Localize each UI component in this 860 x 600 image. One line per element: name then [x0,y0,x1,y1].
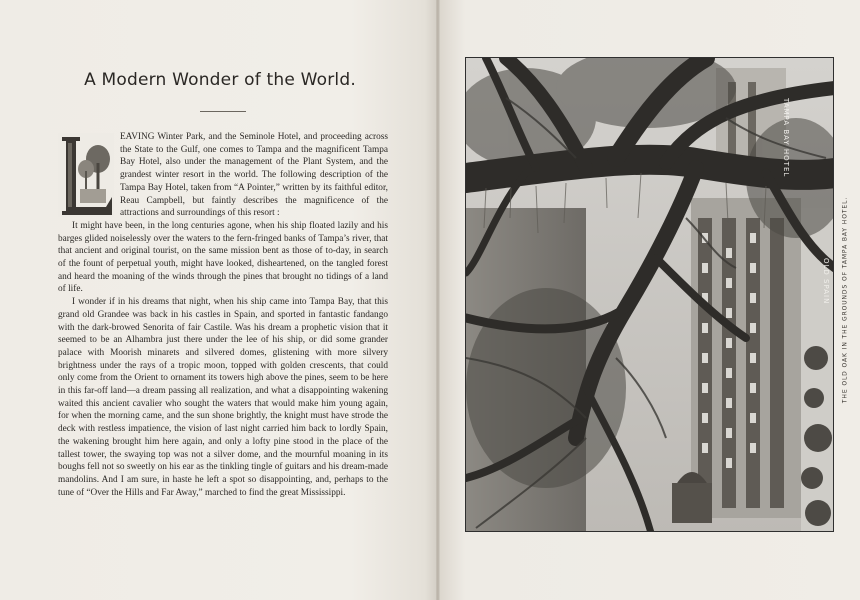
paragraph-3: I wonder if in his dreams that night, when his ship came into Tampa Bay, that this grand old Grandee was back in his castles in Spain, and sported in fantastic fandango with the dark-browed Senorita of fair Castile. Was his dream a prophetic vision that it seemed to be an Alhambra just there under the lee of his ship, or did some grander palace with Moorish minarets and silvered domes, glistening with more silvery brightness under the rays of a tropic moon, topped with golden crescents, that could only come from the Orient to ornament its towers high above the pines, seem to be here in this far-off land—a dream passing all realization, and what a disappointing wakening waited this ancient cavalier who sought the waters that would make him young again, for when the morning came, and the sun shone brightly, the knight must have strode the deck with restless impatience, the vision of last night carried him back to lordly Spain, the wakening brought him here again, and only a lofty pine stood in the place of the tallest tower, the swaying top was not a silver dome, and the mournful moaning in its boughs fell not so sweetly on his ear as the tinkling tingle of guitars and his dream-made mandolins. And I am sure, in haste he left a spot so disappointing, and, perhaps to the tune of “Over the Hills and Far Away,” marched to find the great Mississippi. [58,297,388,498]
photo-caption: THE OLD OAK IN THE GROUNDS OF TAMPA BAY HOTEL. [841,196,849,404]
page-title: A Modern Wonder of the World. [84,70,356,90]
oak-photo-illustration [466,58,834,532]
title-divider [200,111,246,112]
article-text [58,131,388,499]
paragraph-2: It might have been, in the long centuries agone, when his ship floated lazily and his barges glided noiselessly over the waters to the fern-fringed banks of Tampa’s river, that that ancient and original tourist, on the same mission bent as those of to-day, in search of the fount of perpetual youth, might have looked, disheartened, on the tangled forest and heard the moaning of the winds through the pines that brought no tidings of a land of life. [58,220,388,295]
dropcap-illustration [58,133,114,217]
old-oak-photograph [465,57,834,532]
paragraph-1-lead: EAVING [120,132,155,142]
photo-inscription-spain: OLD SPAIN [822,258,830,305]
dropcap-letter-graphic [58,133,114,217]
photo-inscription-hotel: TAMPA BAY HOTEL [782,98,790,178]
paragraph-1-body: Winter Park, and the Seminole Hotel, and proceeding across the State to the Gulf, one comes to Tampa and the magnificent Tampa Bay Hotel, also under the management of the Plant System, and the grandest winter resort in the world. The following description of the Tampa Bay Hotel, taken from “A Pointer,” written by its faithful editor, Reau Campbell, but faintly describes the magnificence of the attractions and surroundings of this resort : [120,132,388,219]
